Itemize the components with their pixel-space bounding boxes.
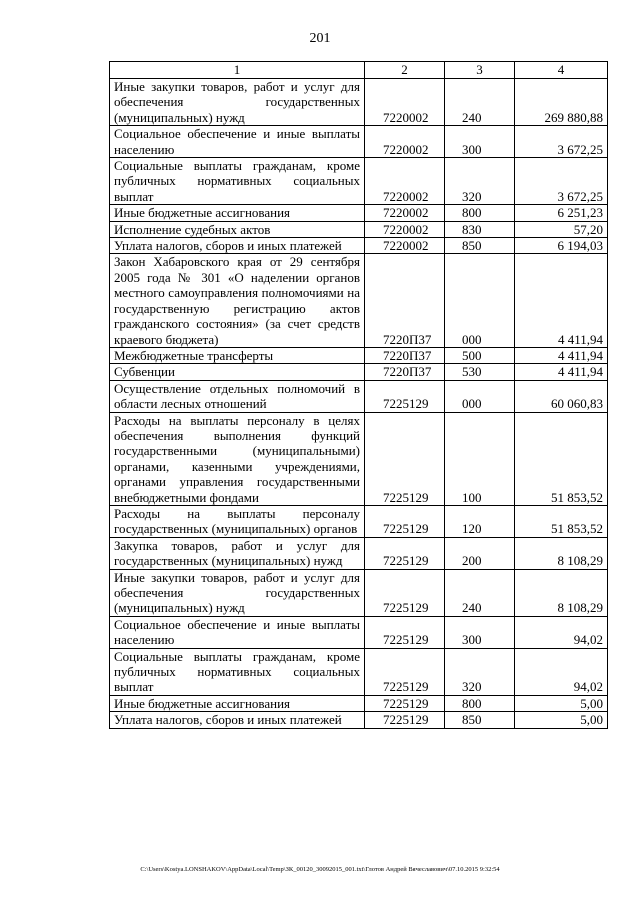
target-code-cell: 7225129 (365, 695, 445, 711)
table-row (110, 648, 608, 695)
expense-type-code-cell: 850 (445, 712, 515, 728)
budget-table-body (110, 62, 608, 729)
header-cell-2: 2 (365, 62, 445, 79)
target-code-cell: 7225129 (365, 380, 445, 412)
table-row (110, 505, 608, 537)
amount-cell: 3 672,25 (515, 126, 608, 158)
expense-type-code-cell: 850 (445, 238, 515, 254)
description-cell: Субвенции (110, 364, 365, 380)
amount-cell: 94,02 (515, 616, 608, 648)
amount-cell: 8 108,29 (515, 537, 608, 569)
table-row (110, 79, 608, 126)
expense-type-code-cell: 300 (445, 126, 515, 158)
expense-type-code-cell: 530 (445, 364, 515, 380)
description-cell: Социальные выплаты гражданам, кроме публичных нормативных социальных выплат (110, 648, 365, 695)
table-row (110, 412, 608, 505)
page-number: 201 (309, 31, 331, 46)
expense-type-code-cell: 500 (445, 347, 515, 363)
table-row (110, 238, 608, 254)
file-path-footer: C:\Users\Kostya.LONSHAKOV\AppData\Local\Temp\ЗК_00120_30092015_001.txt\Глотов Андрей Вячеславович\07.10.2015 9:32:54 (140, 866, 500, 873)
amount-cell: 5,00 (515, 695, 608, 711)
amount-cell: 8 108,29 (515, 569, 608, 616)
description-cell: Осуществление отдельных полномочий в области лесных отношений (110, 380, 365, 412)
amount-cell: 4 411,94 (515, 347, 608, 363)
target-code-cell: 7220002 (365, 205, 445, 221)
description-cell: Социальное обеспечение и иные выплаты населению (110, 126, 365, 158)
description-cell: Иные закупки товаров, работ и услуг для обеспечения государственных (муниципальных) нужд (110, 569, 365, 616)
expense-type-code-cell: 320 (445, 648, 515, 695)
description-cell: Расходы на выплаты персоналу государственных (муниципальных) органов (110, 505, 365, 537)
table-row (110, 254, 608, 347)
table-row (110, 380, 608, 412)
amount-cell: 5,00 (515, 712, 608, 728)
budget-table (109, 61, 608, 729)
amount-cell: 4 411,94 (515, 254, 608, 347)
table-row (110, 537, 608, 569)
description-cell: Иные бюджетные ассигнования (110, 695, 365, 711)
table-row (110, 569, 608, 616)
expense-type-code-cell: 240 (445, 79, 515, 126)
amount-cell: 3 672,25 (515, 158, 608, 205)
header-cell-3: 3 (445, 62, 515, 79)
expense-type-code-cell: 300 (445, 616, 515, 648)
amount-cell: 4 411,94 (515, 364, 608, 380)
amount-cell: 51 853,52 (515, 505, 608, 537)
expense-type-code-cell: 120 (445, 505, 515, 537)
description-cell: Социальное обеспечение и иные выплаты населению (110, 616, 365, 648)
description-cell: Расходы на выплаты персоналу в целях обеспечения выполнения функций государственными (муниципальными) органами, казенными учреждениями, органами управления государственными внебюджетными фондами (110, 412, 365, 505)
target-code-cell: 7220002 (365, 158, 445, 205)
amount-cell: 6 251,23 (515, 205, 608, 221)
header-cell-4: 4 (515, 62, 608, 79)
table-row (110, 712, 608, 728)
amount-cell: 94,02 (515, 648, 608, 695)
expense-type-code-cell: 800 (445, 695, 515, 711)
header-cell-1: 1 (110, 62, 365, 79)
description-cell: Закон Хабаровского края от 29 сентября 2005 года № 301 «О наделении органов местного самоуправления полномочиями на государственную регистрацию актов гражданского состояния» (за счет средств краевого бюджета) (110, 254, 365, 347)
expense-type-code-cell: 240 (445, 569, 515, 616)
description-cell: Иные бюджетные ассигнования (110, 205, 365, 221)
expense-type-code-cell: 000 (445, 254, 515, 347)
amount-cell: 60 060,83 (515, 380, 608, 412)
expense-type-code-cell: 800 (445, 205, 515, 221)
description-cell: Межбюджетные трансферты (110, 347, 365, 363)
description-cell: Закупка товаров, работ и услуг для государственных (муниципальных) нужд (110, 537, 365, 569)
expense-type-code-cell: 200 (445, 537, 515, 569)
target-code-cell: 7225129 (365, 648, 445, 695)
target-code-cell: 7225129 (365, 505, 445, 537)
target-code-cell: 7225129 (365, 537, 445, 569)
target-code-cell: 7220002 (365, 126, 445, 158)
target-code-cell: 7225129 (365, 569, 445, 616)
table-row (110, 221, 608, 237)
table-row (110, 695, 608, 711)
target-code-cell: 7225129 (365, 712, 445, 728)
table-row (110, 126, 608, 158)
amount-cell: 269 880,88 (515, 79, 608, 126)
description-cell: Уплата налогов, сборов и иных платежей (110, 712, 365, 728)
target-code-cell: 7225129 (365, 412, 445, 505)
table-row (110, 347, 608, 363)
expense-type-code-cell: 830 (445, 221, 515, 237)
target-code-cell: 7220002 (365, 79, 445, 126)
target-code-cell: 7220002 (365, 238, 445, 254)
expense-type-code-cell: 320 (445, 158, 515, 205)
table-row (110, 205, 608, 221)
expense-type-code-cell: 100 (445, 412, 515, 505)
target-code-cell: 7225129 (365, 616, 445, 648)
amount-cell: 57,20 (515, 221, 608, 237)
table-row (110, 158, 608, 205)
table-header-row (110, 62, 608, 79)
description-cell: Иные закупки товаров, работ и услуг для обеспечения государственных (муниципальных) нужд (110, 79, 365, 126)
target-code-cell: 7220002 (365, 221, 445, 237)
table-row (110, 616, 608, 648)
amount-cell: 51 853,52 (515, 412, 608, 505)
description-cell: Уплата налогов, сборов и иных платежей (110, 238, 365, 254)
target-code-cell: 7220П37 (365, 364, 445, 380)
expense-type-code-cell: 000 (445, 380, 515, 412)
amount-cell: 6 194,03 (515, 238, 608, 254)
description-cell: Исполнение судебных актов (110, 221, 365, 237)
description-cell: Социальные выплаты гражданам, кроме публичных нормативных социальных выплат (110, 158, 365, 205)
table-row (110, 364, 608, 380)
target-code-cell: 7220П37 (365, 254, 445, 347)
target-code-cell: 7220П37 (365, 347, 445, 363)
